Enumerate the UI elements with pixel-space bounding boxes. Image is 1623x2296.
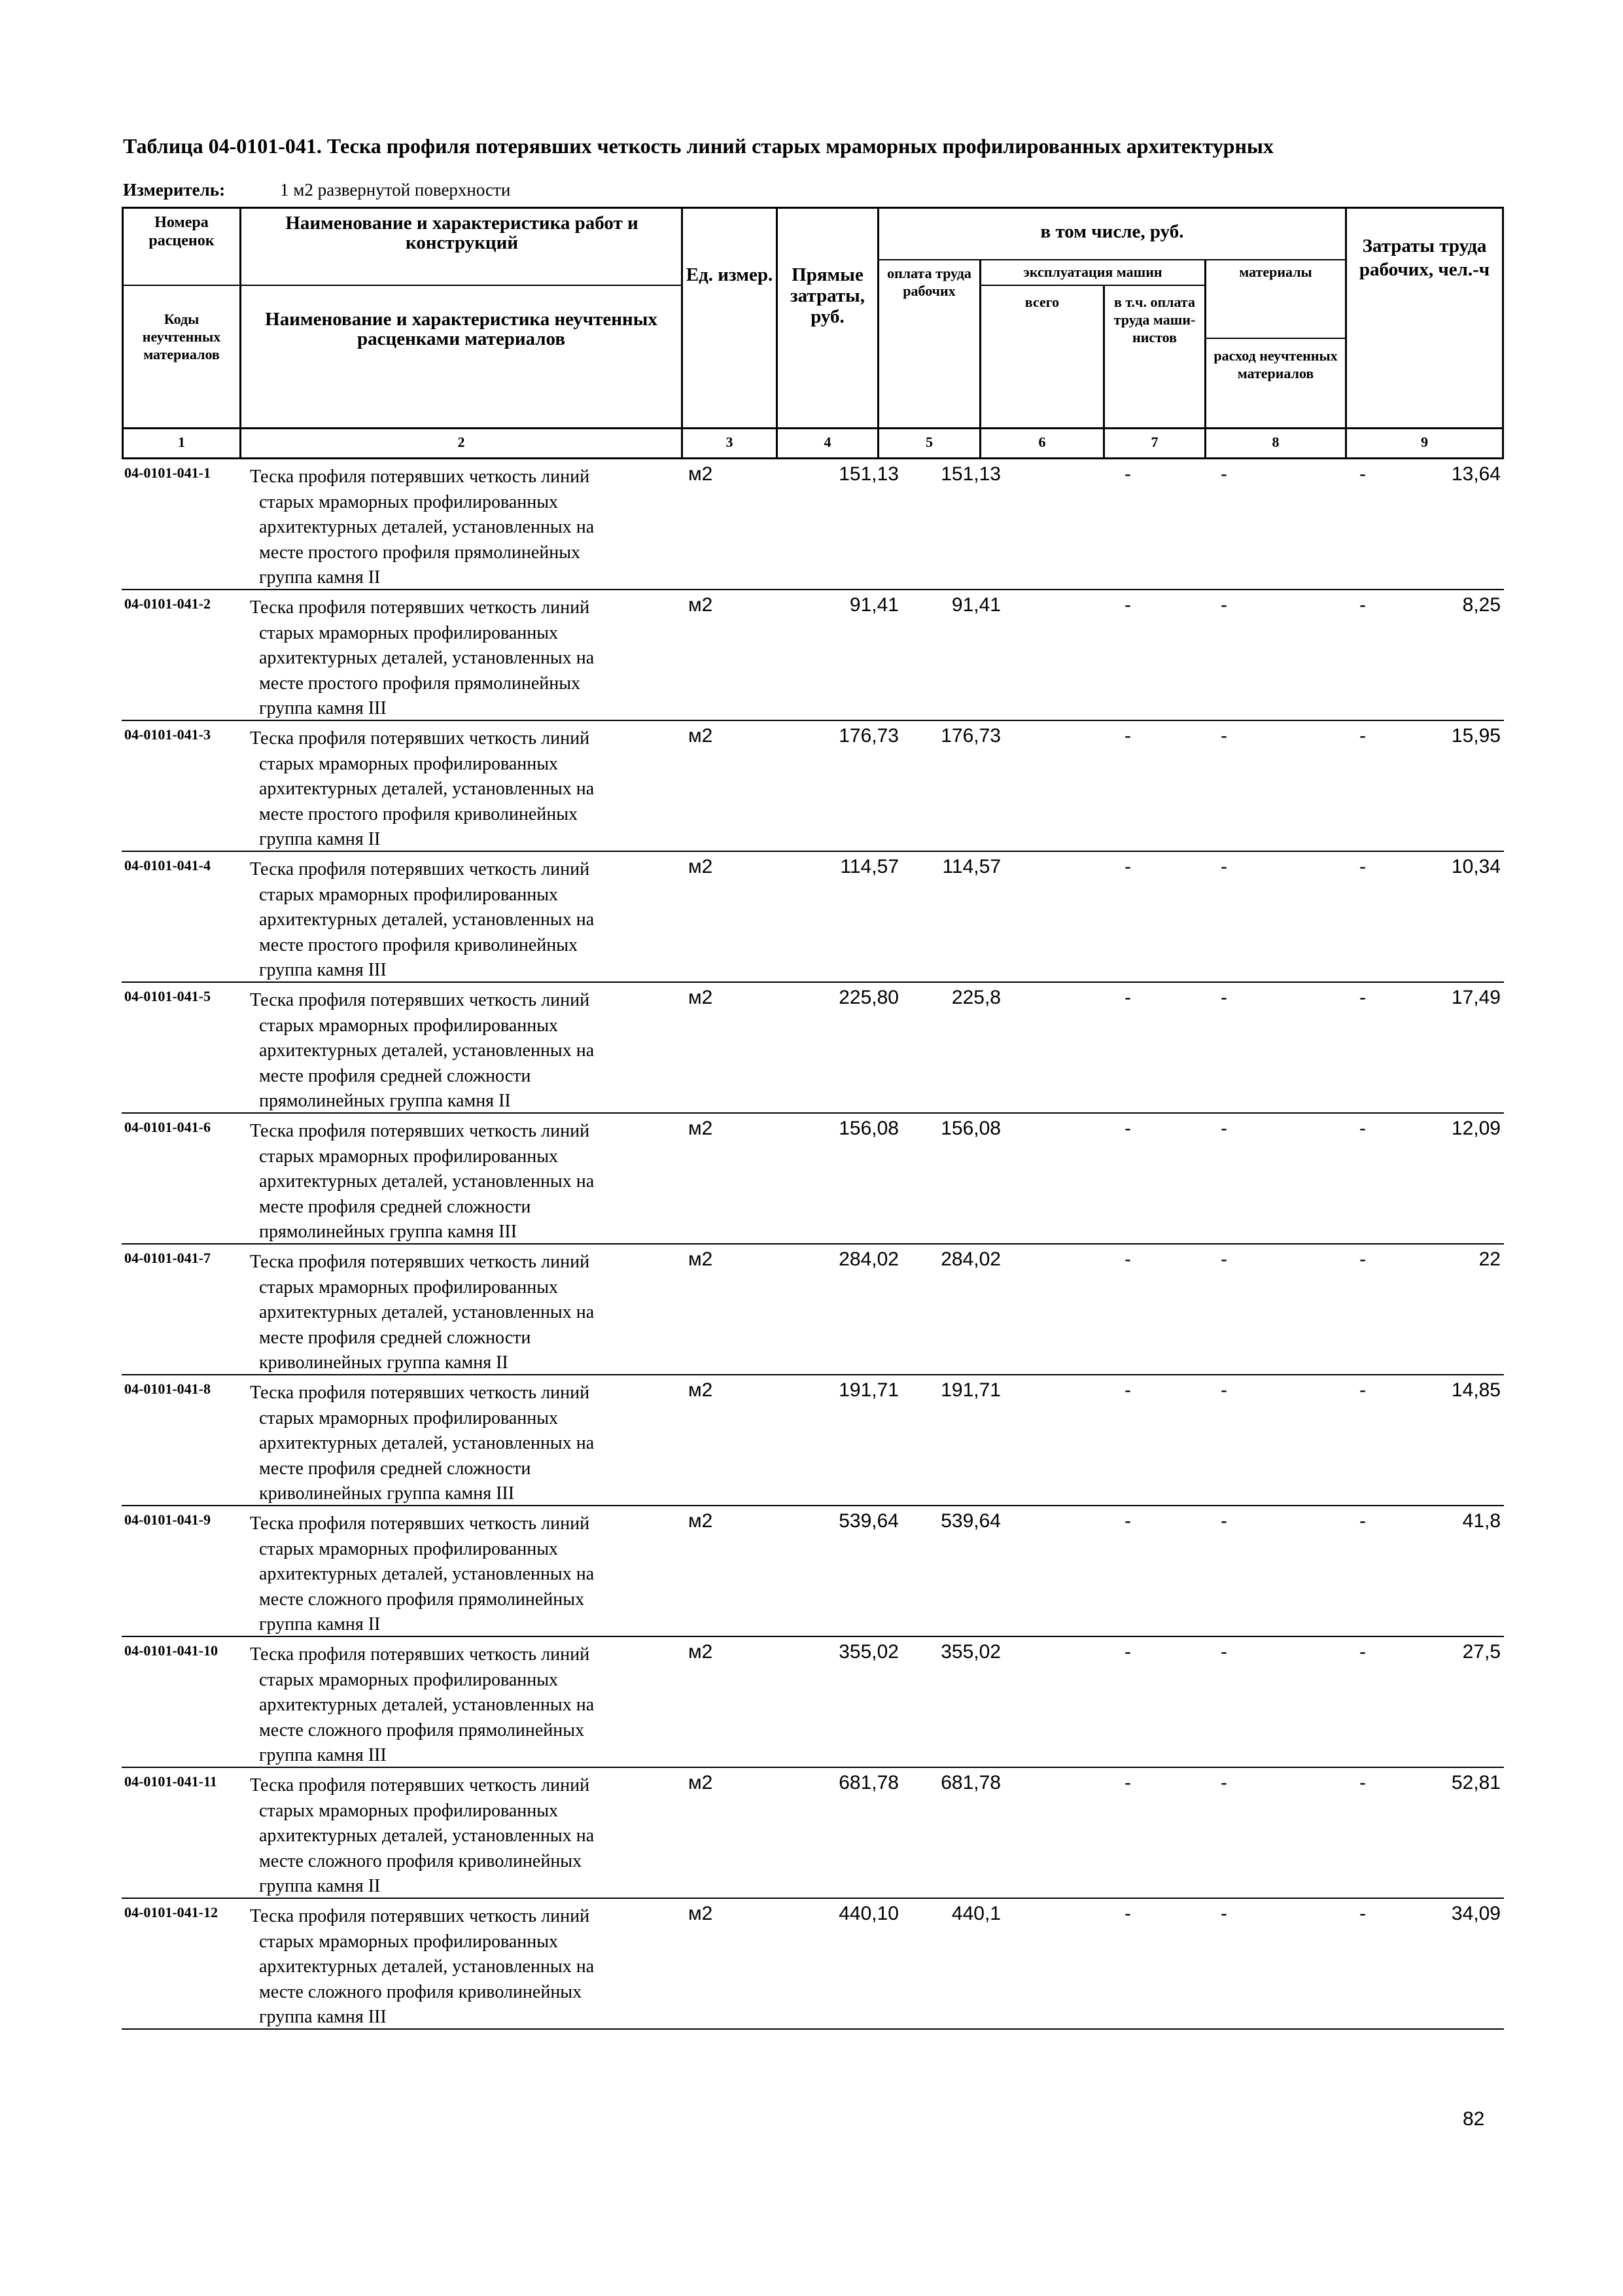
materials-cell: - [1359, 594, 1366, 616]
description-line: группа камня III [259, 960, 387, 980]
rate-code: 04-0101-041-10 [124, 1642, 218, 1659]
description-line: архитектурных деталей, установленных на [259, 1564, 595, 1584]
machines-cell: - [1125, 1903, 1131, 1924]
direct-cost-cell: 91,41 [849, 594, 899, 616]
description-line: старых мраморных профилированных [259, 1538, 559, 1559]
description-line: месте простого профиля прямолинейных [259, 673, 581, 694]
machines-cell: - [1125, 594, 1131, 616]
operators-pay-cell: - [1221, 463, 1227, 485]
header-vline [1502, 207, 1504, 459]
description-line: архитектурных деталей, установленных на [259, 1171, 595, 1192]
labor-hours-cell: 14,85 [1451, 1379, 1501, 1401]
labor-pay-cell: 681,78 [941, 1772, 1001, 1793]
direct-cost-cell: 440,10 [839, 1903, 899, 1924]
description-line: группа камня II [259, 829, 381, 849]
table-row [122, 1114, 1504, 1245]
work-description [250, 595, 668, 722]
header-hline [1204, 338, 1346, 339]
description-line: архитектурных деталей, установленных на [259, 1040, 595, 1061]
machines-cell: - [1125, 1772, 1131, 1793]
operators-pay-cell: - [1221, 987, 1227, 1008]
description-line: Теска профиля потерявших четкость линий [250, 859, 590, 879]
description-line: Теска профиля потерявших четкость линий [250, 1906, 590, 1926]
operators-pay-cell: - [1221, 1510, 1227, 1532]
labor-hours-cell: 34,09 [1451, 1903, 1501, 1924]
measure-value: 1 м2 развернутой поверхности [280, 180, 511, 200]
table-row [122, 983, 1504, 1114]
description-line: старых мраморных профилированных [259, 1146, 559, 1167]
header-bottom-border [122, 427, 1504, 429]
row-divider [122, 2028, 1504, 2030]
direct-cost-cell: 176,73 [839, 725, 899, 747]
machines-cell: - [1125, 1248, 1131, 1270]
description-line: старых мраморных профилированных [259, 753, 559, 774]
description-line: месте профиля средней сложности [259, 1065, 531, 1086]
labor-hours-cell: 27,5 [1462, 1641, 1501, 1663]
labor-pay-cell: 225,8 [951, 987, 1001, 1008]
column-number: 8 [1272, 434, 1280, 450]
description-line: архитектурных деталей, установленных на [259, 910, 595, 930]
machines-cell: - [1125, 1379, 1131, 1401]
description-line: Теска профиля потерявших четкость линий [250, 597, 590, 618]
materials-cell: - [1359, 463, 1366, 485]
description-line: месте простого профиля криволинейных [259, 804, 578, 824]
description-line: старых мраморных профилированных [259, 1407, 559, 1428]
direct-cost-cell: 156,08 [839, 1118, 899, 1139]
description-line: старых мраморных профилированных [259, 1015, 559, 1036]
machines-cell: - [1125, 1118, 1131, 1139]
unit-cell: м2 [688, 1379, 713, 1401]
unit-cell: м2 [688, 1772, 713, 1793]
description-line: месте простого профиля прямолинейных [259, 542, 581, 563]
table-row [122, 1637, 1504, 1768]
operators-pay-cell: - [1221, 1772, 1227, 1793]
operators-pay-cell: - [1221, 1379, 1227, 1401]
work-description [250, 988, 668, 1114]
description-line: Теска профиля потерявших четкость линий [250, 1252, 590, 1272]
description-line: месте профиля средней сложности [259, 1196, 531, 1217]
description-line: старых мраморных профилированных [259, 622, 559, 643]
materials-cell: - [1359, 1772, 1366, 1793]
header-hline [877, 259, 1346, 260]
labor-hours-cell: 41,8 [1462, 1510, 1501, 1532]
description-line: Теска профиля потерявших четкость линий [250, 467, 590, 487]
column-number: 1 [178, 434, 185, 450]
machines-cell: - [1125, 1510, 1131, 1532]
description-line: группа камня II [259, 1614, 381, 1634]
work-description [250, 1119, 668, 1245]
materials-cell: - [1359, 856, 1366, 877]
header-operators-pay: в т.ч. оплата труда маши-нистов [1113, 294, 1196, 345]
description-line: прямолинейных группа камня II [259, 1091, 511, 1111]
rate-code: 04-0101-041-7 [124, 1250, 211, 1266]
description-line: группа камня III [259, 698, 387, 718]
materials-cell: - [1359, 1903, 1366, 1924]
description-line: Теска профиля потерявших четкость линий [250, 1644, 590, 1665]
header-unit: Ед. измер. [686, 264, 773, 285]
description-line: архитектурных деталей, установленных на [259, 1956, 595, 1977]
labor-hours-cell: 22 [1478, 1248, 1501, 1270]
rate-code: 04-0101-041-4 [124, 857, 211, 874]
header-vline [877, 207, 879, 459]
table-row [122, 459, 1504, 590]
work-description [250, 1511, 668, 1638]
table-title: Таблица 04-0101-041. Теска профиля потерявших четкость линий старых мраморных профилированных архитектурных [123, 134, 1274, 158]
table-row [122, 1375, 1504, 1506]
header-direct-costs: Прямые затраты, руб. [790, 264, 865, 327]
machines-cell: - [1125, 856, 1131, 877]
header-material-codes: Коды неучтенных материалов [142, 311, 221, 362]
rate-code: 04-0101-041-1 [124, 465, 211, 481]
unit-cell: м2 [688, 463, 713, 485]
labor-pay-cell: 91,41 [951, 594, 1001, 616]
description-line: архитектурных деталей, установленных на [259, 1302, 595, 1322]
work-description [250, 1250, 668, 1376]
unit-cell: м2 [688, 1510, 713, 1532]
operators-pay-cell: - [1221, 725, 1227, 747]
labor-hours-cell: 12,09 [1451, 1118, 1501, 1139]
direct-cost-cell: 225,80 [839, 987, 899, 1008]
description-line: месте простого профиля криволинейных [259, 934, 578, 955]
labor-hours-cell: 52,81 [1451, 1772, 1501, 1793]
machines-cell: - [1125, 1641, 1131, 1663]
work-description [250, 857, 668, 983]
work-description [250, 1642, 668, 1769]
work-description [250, 726, 668, 853]
labor-hours-cell: 15,95 [1451, 725, 1501, 747]
column-number: 5 [926, 434, 933, 450]
column-number: 4 [824, 434, 831, 450]
description-line: группа камня III [259, 2007, 387, 2027]
header-hline [979, 285, 1206, 286]
unit-cell: м2 [688, 725, 713, 747]
operators-pay-cell: - [1221, 1118, 1227, 1139]
labor-pay-cell: 440,1 [951, 1903, 1001, 1924]
rate-code: 04-0101-041-3 [124, 726, 211, 743]
description-line: прямолинейных группа камня III [259, 1222, 517, 1242]
labor-pay-cell: 284,02 [941, 1248, 1001, 1270]
description-line: архитектурных деталей, установленных на [259, 1695, 595, 1715]
header-work-name: Наименование и характеристика работ и конструкций [285, 213, 638, 253]
direct-cost-cell: 681,78 [839, 1772, 899, 1793]
header-top-border [122, 207, 1504, 209]
materials-cell: - [1359, 1510, 1366, 1532]
header-including: в том числе, руб. [1040, 221, 1184, 242]
description-line: Теска профиля потерявших четкость линий [250, 1775, 590, 1795]
unit-cell: м2 [688, 1118, 713, 1139]
description-line: архитектурных деталей, установленных на [259, 1433, 595, 1453]
rate-code: 04-0101-041-12 [124, 1904, 218, 1920]
labor-pay-cell: 156,08 [941, 1118, 1001, 1139]
header-materials: материалы [1239, 264, 1312, 280]
header-vline [681, 207, 683, 459]
direct-cost-cell: 191,71 [839, 1379, 899, 1401]
rate-code: 04-0101-041-6 [124, 1119, 211, 1135]
description-line: Теска профиля потерявших четкость линий [250, 728, 590, 749]
unit-cell: м2 [688, 1903, 713, 1924]
header-machines-total: всего [1024, 294, 1060, 310]
unit-cell: м2 [688, 594, 713, 616]
description-line: Теска профиля потерявших четкость линий [250, 990, 590, 1010]
materials-cell: - [1359, 1118, 1366, 1139]
table-row [122, 1768, 1504, 1899]
direct-cost-cell: 284,02 [839, 1248, 899, 1270]
labor-pay-cell: 355,02 [941, 1641, 1001, 1663]
table-row [122, 1245, 1504, 1375]
work-description [250, 1381, 668, 1507]
description-line: архитектурных деталей, установленных на [259, 779, 595, 799]
labor-pay-cell: 539,64 [941, 1510, 1001, 1532]
description-line: архитектурных деталей, установленных на [259, 648, 595, 668]
header-vline [776, 207, 778, 459]
description-line: старых мраморных профилированных [259, 884, 559, 905]
description-line: месте сложного профиля криволинейных [259, 1981, 582, 2002]
description-line: группа камня II [259, 567, 381, 588]
work-description [250, 1904, 668, 2030]
rate-code: 04-0101-041-11 [124, 1773, 217, 1790]
header-hline [122, 285, 241, 286]
operators-pay-cell: - [1221, 1248, 1227, 1270]
description-line: старых мраморных профилированных [259, 1277, 559, 1298]
labor-hours-cell: 17,49 [1451, 987, 1501, 1008]
materials-cell: - [1359, 987, 1366, 1008]
description-line: старых мраморных профилированных [259, 1800, 559, 1821]
header-labor-hours: Затраты труда рабочих, чел.-ч [1359, 236, 1490, 280]
unit-cell: м2 [688, 1248, 713, 1270]
direct-cost-cell: 539,64 [839, 1510, 899, 1532]
operators-pay-cell: - [1221, 856, 1227, 877]
labor-hours-cell: 13,64 [1451, 463, 1501, 485]
page-number: 82 [1463, 2108, 1485, 2130]
work-description [250, 1773, 668, 1899]
unit-cell: м2 [688, 987, 713, 1008]
materials-cell: - [1359, 1641, 1366, 1663]
labor-hours-cell: 10,34 [1451, 856, 1501, 877]
column-number: 9 [1421, 434, 1428, 450]
work-description [250, 465, 668, 591]
description-line: Теска профиля потерявших четкость линий [250, 1121, 590, 1141]
description-line: месте профиля средней сложности [259, 1458, 531, 1479]
operators-pay-cell: - [1221, 1641, 1227, 1663]
rate-code: 04-0101-041-8 [124, 1381, 211, 1397]
operators-pay-cell: - [1221, 594, 1227, 616]
description-line: криволинейных группа камня III [259, 1483, 515, 1504]
table-row [122, 1899, 1504, 2030]
description-line: криволинейных группа камня II [259, 1352, 508, 1373]
column-number: 7 [1151, 434, 1159, 450]
header-labor-pay: оплата труда рабочих [887, 265, 971, 299]
description-line: старых мраморных профилированных [259, 1669, 559, 1690]
rate-code: 04-0101-041-5 [124, 988, 211, 1004]
rate-code: 04-0101-041-2 [124, 595, 211, 612]
table-row [122, 1506, 1504, 1637]
header-machine-operation: эксплуатация машин [1023, 264, 1162, 280]
header-unaccounted-materials: расход неучтенных материалов [1213, 347, 1338, 381]
header-hline [241, 285, 682, 286]
labor-pay-cell: 114,57 [942, 856, 1001, 877]
direct-cost-cell: 355,02 [839, 1641, 899, 1663]
unit-cell: м2 [688, 1641, 713, 1663]
header-material-name: Наименование и характеристика неучтенных расценками материалов [265, 309, 657, 349]
rate-code: 04-0101-041-9 [124, 1511, 211, 1528]
column-number: 6 [1038, 434, 1046, 450]
description-line: группа камня II [259, 1876, 381, 1896]
machines-cell: - [1125, 987, 1131, 1008]
column-number: 2 [457, 434, 465, 450]
operators-pay-cell: - [1221, 1903, 1227, 1924]
description-line: Теска профиля потерявших четкость линий [250, 1513, 590, 1534]
machines-cell: - [1125, 725, 1131, 747]
measure-label: Измеритель: [123, 180, 226, 200]
description-line: месте сложного профиля прямолинейных [259, 1589, 585, 1610]
labor-pay-cell: 176,73 [941, 725, 1001, 747]
description-line: месте сложного профиля криволинейных [259, 1850, 582, 1871]
materials-cell: - [1359, 1379, 1366, 1401]
table-row [122, 590, 1504, 721]
materials-cell: - [1359, 1248, 1366, 1270]
machines-cell: - [1125, 463, 1131, 485]
direct-cost-cell: 114,57 [840, 856, 899, 877]
description-line: старых мраморных профилированных [259, 491, 559, 512]
header-rate-numbers: Номера расценок [148, 214, 215, 249]
table-row [122, 852, 1504, 983]
description-line: архитектурных деталей, установленных на [259, 517, 595, 537]
column-number: 3 [725, 434, 733, 450]
description-line: месте профиля средней сложности [259, 1327, 531, 1348]
description-line: группа камня III [259, 1745, 387, 1765]
description-line: месте сложного профиля прямолинейных [259, 1720, 585, 1740]
labor-hours-cell: 8,25 [1462, 594, 1501, 616]
labor-pay-cell: 191,71 [941, 1379, 1001, 1401]
description-line: архитектурных деталей, установленных на [259, 1826, 595, 1846]
description-line: старых мраморных профилированных [259, 1931, 559, 1952]
table-row [122, 721, 1504, 852]
table-header [122, 207, 1504, 459]
unit-cell: м2 [688, 856, 713, 877]
materials-cell: - [1359, 725, 1366, 747]
labor-pay-cell: 151,13 [941, 463, 1001, 485]
direct-cost-cell: 151,13 [839, 463, 899, 485]
description-line: Теска профиля потерявших четкость линий [250, 1383, 590, 1403]
header-vline [979, 259, 981, 459]
